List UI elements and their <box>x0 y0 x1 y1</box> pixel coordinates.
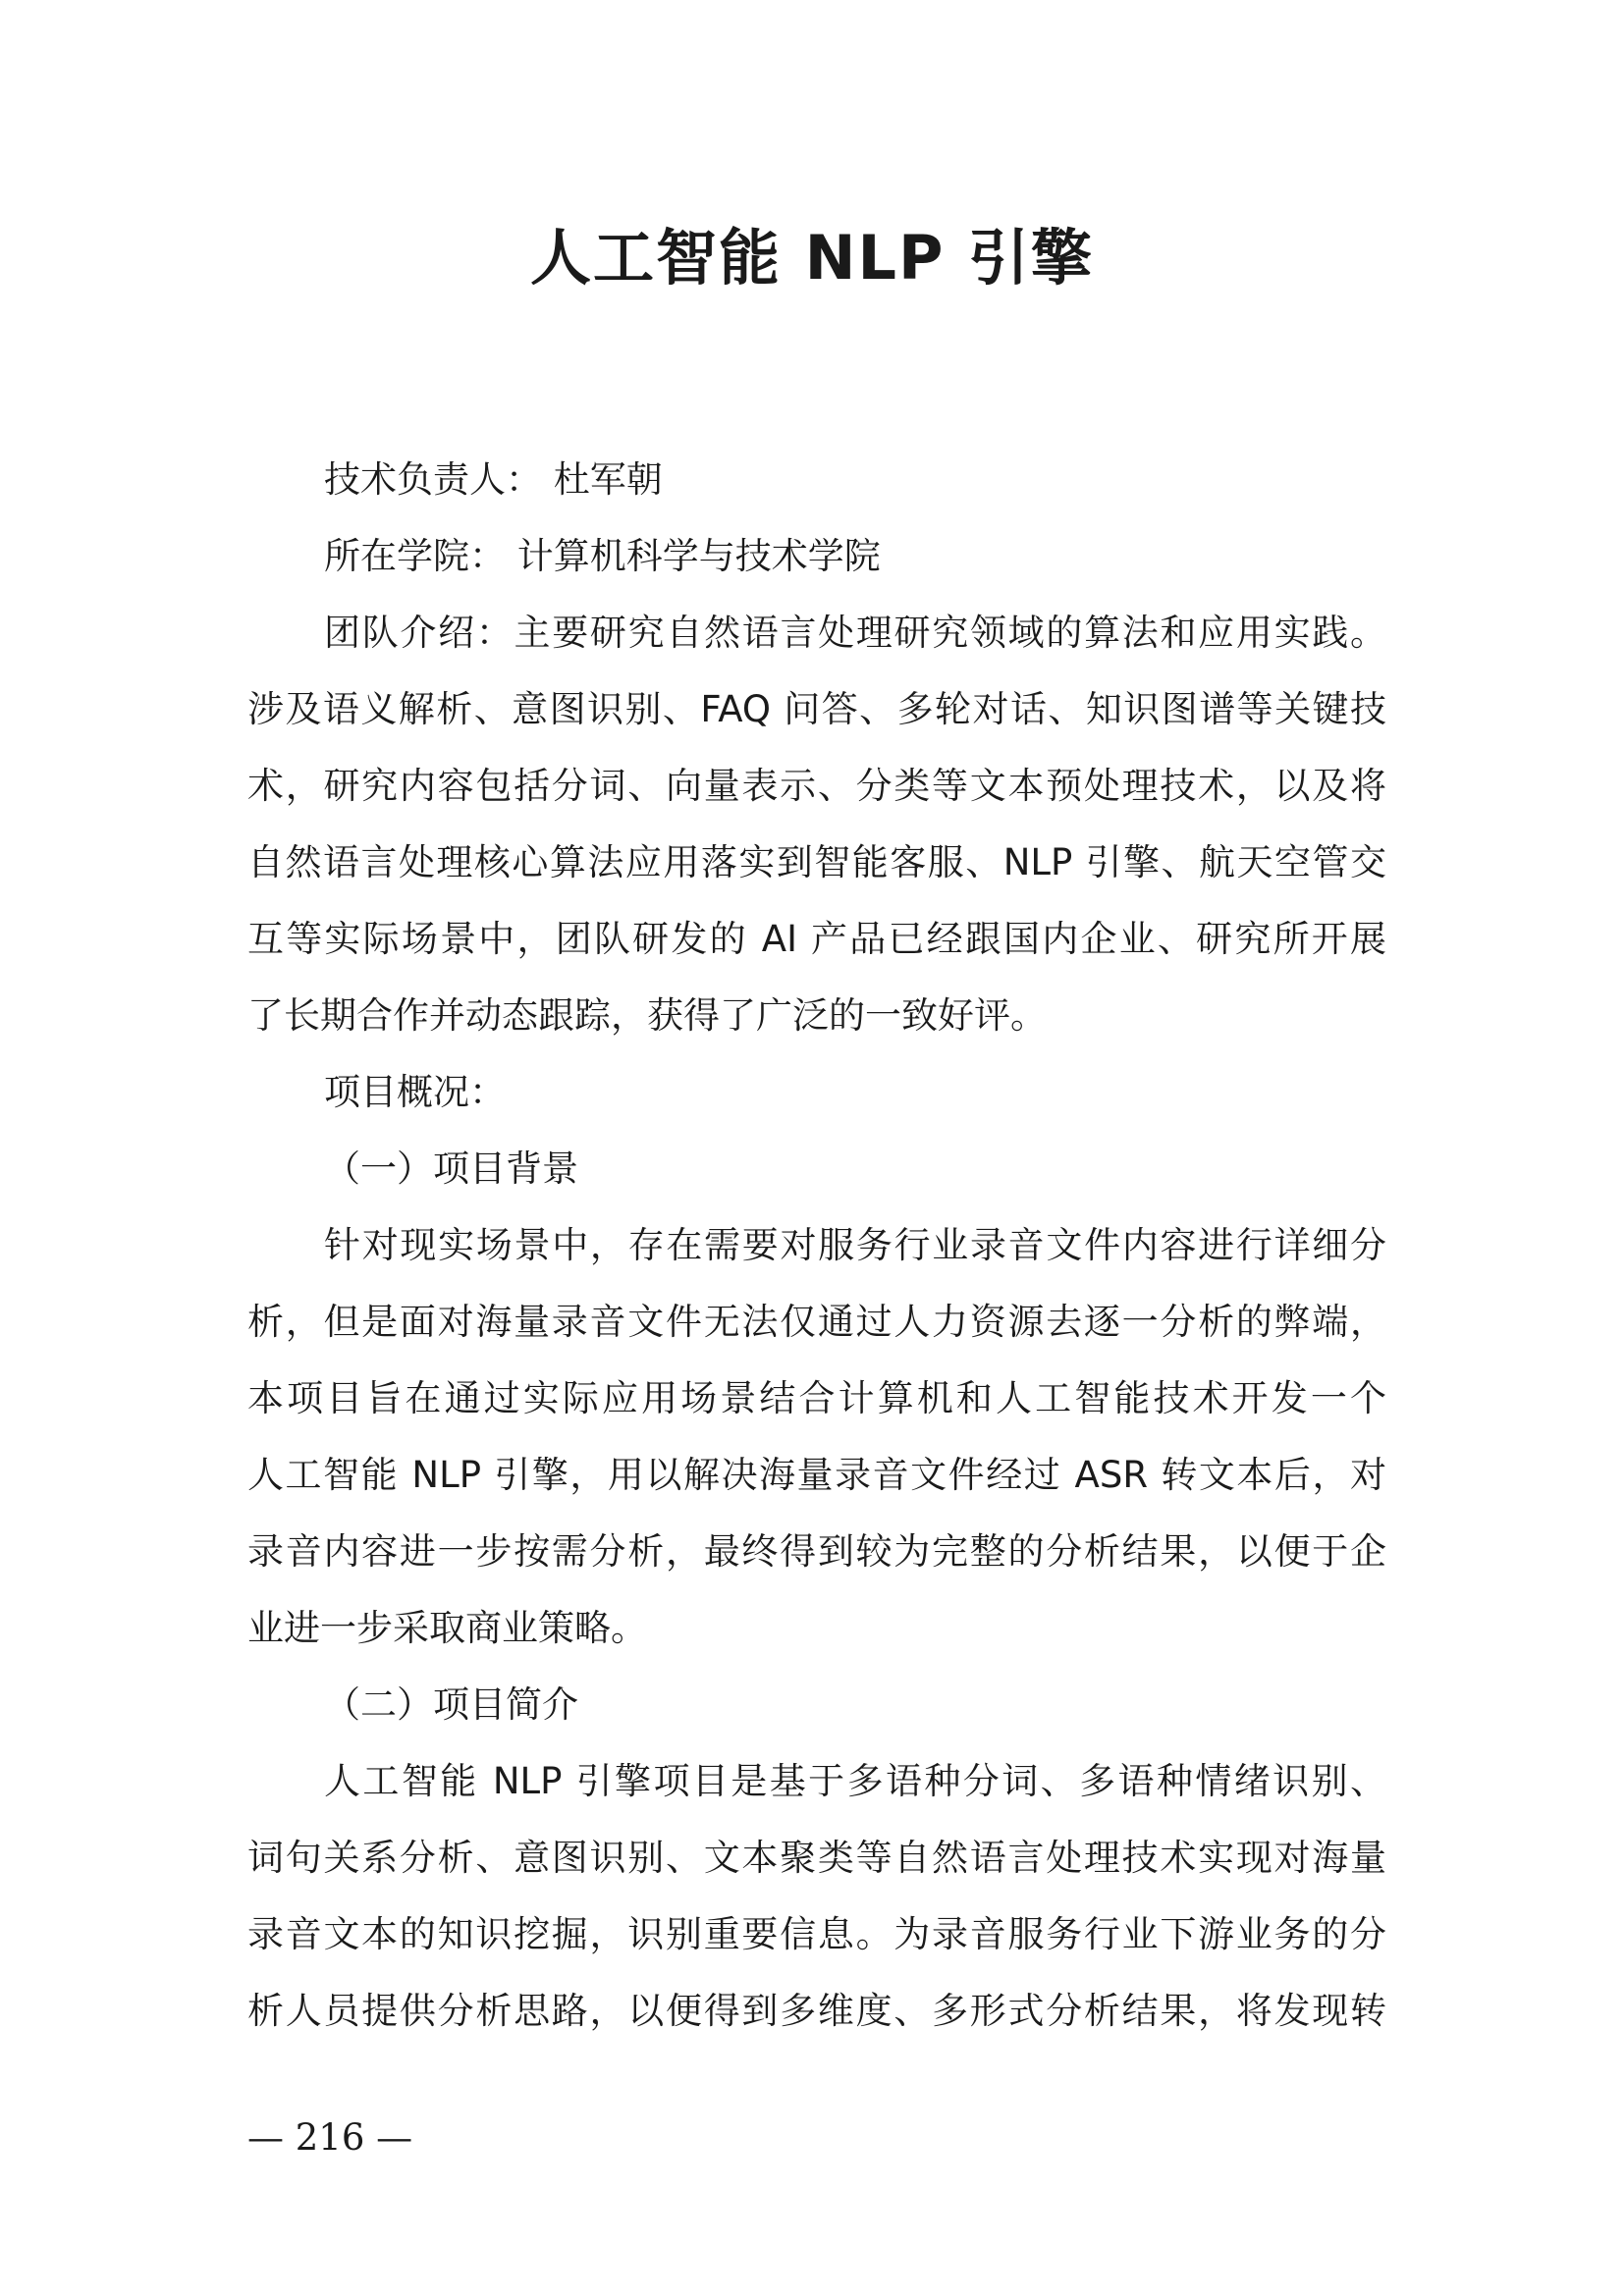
text-line: 涉及语义解析、意图识别、FAQ 问答、多轮对话、知识图谱等关键技 <box>247 688 1386 730</box>
text-line: 自然语言处理核心算法应用落实到智能客服、NLP 引擎、航天空管交 <box>247 841 1386 883</box>
page-number: — 216 — <box>247 2116 413 2159</box>
text-line: 针对现实场景中，存在需要对服务行业录音文件内容进行详细分 <box>324 1224 1386 1266</box>
text-line: 本项目旨在通过实际应用场景结合计算机和人工智能技术开发一个 <box>247 1377 1386 1419</box>
text-line: 词句关系分析、意图识别、文本聚类等自然语言处理技术实现对海量 <box>247 1837 1386 1879</box>
document-title: 人工智能 NLP 引擎 <box>529 222 1094 294</box>
section-heading-background: （一）项目背景 <box>324 1148 578 1190</box>
text-line: 录音文本的知识挖掘，识别重要信息。为录音服务行业下游业务的分 <box>247 1913 1386 1955</box>
section-heading-introduction: （二）项目简介 <box>324 1683 578 1726</box>
text-line: 人工智能 NLP 引擎，用以解决海量录音文件经过 ASR 转文本后，对 <box>247 1454 1386 1496</box>
text-line: 析，但是面对海量录音文件无法仅通过人力资源去逐一分析的弊端， <box>247 1301 1386 1343</box>
text-line-team-intro: 团队介绍：主要研究自然语言处理研究领域的算法和应用实践。 <box>324 612 1386 654</box>
text-line-college: 所在学院： 计算机科学与技术学院 <box>324 535 881 577</box>
section-heading-overview: 项目概况： <box>324 1071 506 1113</box>
text-line: 术，研究内容包括分词、向量表示、分类等文本预处理技术，以及将 <box>247 765 1386 807</box>
text-line: 了长期合作并动态跟踪，获得了广泛的一致好评。 <box>247 994 1047 1037</box>
text-line: 录音内容进一步按需分析，最终得到较为完整的分析结果，以便于企 <box>247 1530 1386 1573</box>
text-line: 析人员提供分析思路，以便得到多维度、多形式分析结果，将发现转 <box>247 1990 1386 2032</box>
text-line: 人工智能 NLP 引擎项目是基于多语种分词、多语种情绪识别、 <box>324 1760 1386 1802</box>
text-line: 互等实际场景中，团队研发的 AI 产品已经跟国内企业、研究所开展 <box>247 918 1386 960</box>
text-line-tech-lead: 技术负责人： 杜军朝 <box>324 458 663 501</box>
document-body <box>247 442 1386 2050</box>
text-line: 业进一步采取商业策略。 <box>247 1607 647 1649</box>
